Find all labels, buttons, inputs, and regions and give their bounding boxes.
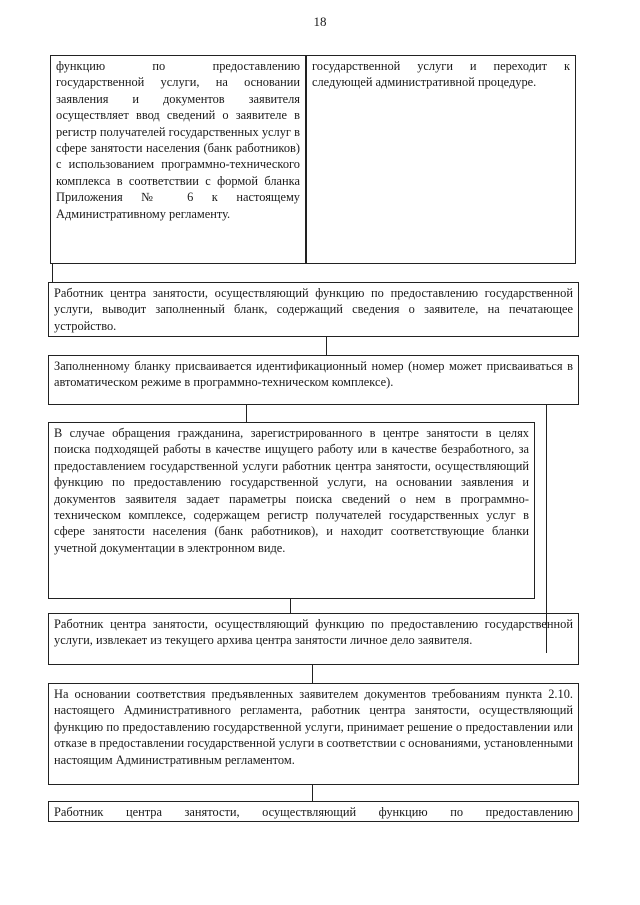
connector-line xyxy=(312,665,313,683)
connector-line xyxy=(246,405,247,422)
step-box-assign-id: Заполненному бланку присваивается идентификационный номер (номер может присваиваться в автоматическом режиме в программно-техническом комплексе). xyxy=(48,355,579,405)
connector-line xyxy=(290,599,291,613)
step-box-decision: На основании соответствия предъявленных заявителем документов требованиям пункта 2.10. настоящего Административного регламента, работник центра занятости, осуществляющий функцию по предоставлению государственной услуги, принимает решение о предоставлении или отказе в предоставлении государственной услуги в соответствии с основаниями, установленными настоящим Административным регламентом. xyxy=(48,683,579,785)
step-box-print-form: Работник центра занятости, осуществляющий функцию по предоставлению государственной услуги, выводит заполненный бланк, содержащий сведения о заявителе, на печатающее устройство. xyxy=(48,282,579,337)
step-box-retrieve-file: Работник центра занятости, осуществляющий функцию по предоставлению государственной услуги, извлекает из текущего архива центра занятости личное дело заявителя. xyxy=(48,613,579,665)
step-box-search-registry: В случае обращения гражданина, зарегистрированного в центре занятости в целях поиска подходящей работы в качестве ищущего работу или в качестве безработного, за предоставлением государственной услуги работник центра занятости, осуществляющий функцию по предоставлению государственной услуги, на основании заявления и документов заявителя задает параметры поиска сведений о нем в программно-техническом комплексе, содержащем регистр получателей государственных услуг в сфере занятости населения (банк работников), и находит соответствующие бланки учетной документации в электронном виде. xyxy=(48,422,535,599)
connector-line xyxy=(326,337,327,355)
top-left-step-box: функцию по предоставлению государственной услуги, на основании заявления и документов заявителя осуществляет ввод сведений о заявителе в регистр получателей государственных услуг в сфере занятости населения (банк работников) с использованием программно-технического комплекса в соответствии с формой бланка Приложения № 6 к настоящему Административному регламенту. xyxy=(50,55,306,264)
top-right-step-box: государственной услуги и переходит к следующей административной процедуре. xyxy=(306,55,576,264)
connector-line xyxy=(52,264,53,282)
connector-line xyxy=(312,785,313,801)
step-box-continued: Работник центра занятости, осуществляющий функцию по предоставлению xyxy=(48,801,579,822)
page-number: 18 xyxy=(313,14,327,29)
